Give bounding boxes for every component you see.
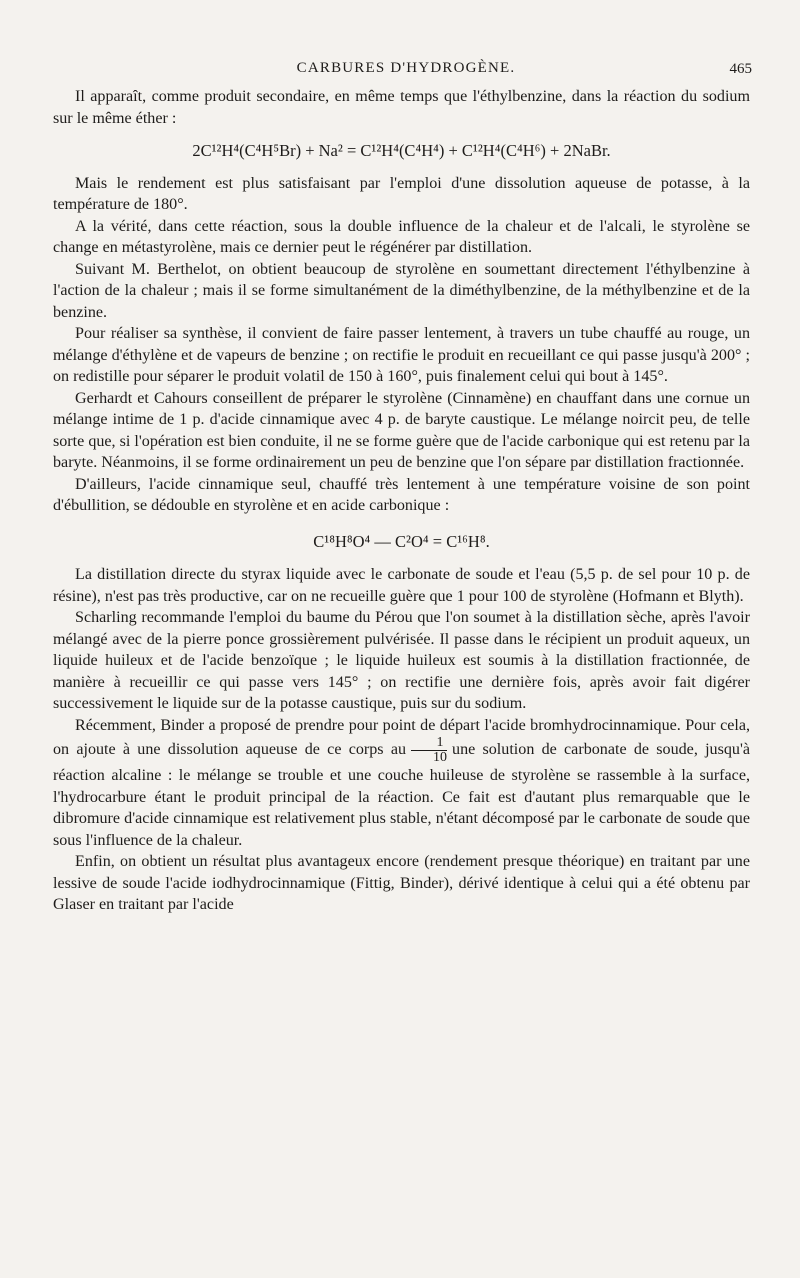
paragraph: Pour réaliser sa synthèse, il convient de faire passer lentement, à travers un tube chauffé au rouge, un mélange d'éthylène et de vapeurs de benzine ; on rectifie le produit en recueillant ce qui passe jusqu'à 200° ; on redistille pour séparer le produit volatil de 150 à 160°, puis finalement celui qui bout à 145°. (53, 325, 750, 385)
paragraph: La distillation directe du styrax liquide avec le carbonate de soude et l'eau (5,5 p. de sel pour 10 p. de résine), n'est pas très productive, car on ne recueille guère que 1 pour 100 de styrolène (Hofmann et Blyth). (53, 566, 750, 605)
page-number: 465 (729, 61, 752, 77)
paragraph-text: une solution de carbonate de soude, jusqu'à réaction alcaline : le mélange se trouble et une couche huileuse de styrolène se rassemble à la surface, l'hydrocarbure étant le produit principal de la réaction. Ce fait est d'autant plus remarquable que le dibromure d'acide cinnamique est relativement plus stable, n'étant décomposé par le carbonate de soude que sous l'influence de la chaleur. (53, 741, 751, 849)
page-body (53, 86, 750, 916)
paragraph: D'ailleurs, l'acide cinnamique seul, chauffé très lentement à une température voisine de son point d'ébullition, se dédouble en styrolène et en acide carbonique : (53, 475, 750, 514)
running-title: CARBURES D'HYDROGÈNE. (296, 60, 516, 76)
paragraph: Suivant M. Berthelot, on obtient beaucoup de styrolène en soumettant directement l'éthylbenzine à l'action de la chaleur ; mais il se forme simultanément de la diméthylbenzine, de la méthylbenzine et de la benzine. (53, 260, 750, 321)
chemical-equation: C¹⁸H⁸O⁴ — C²O⁴ = C¹⁶H⁸. (313, 531, 490, 551)
paragraph: Gerhardt et Cahours conseillent de préparer le styrolène (Cinnamène) en chauffant dans une cornue un mélange intime de 1 p. d'acide cinnamique avec 4 p. de baryte caustique. Le mélange noircit peu, de telle sorte que, si l'opération est bien conduite, il ne se forme guère que de l'acide carbonique qui est retenu par la baryte. Néanmoins, il se forme ordinairement un peu de benzine que l'on sépare par distillation fractionnée. (53, 389, 750, 471)
fraction (411, 736, 447, 765)
paragraph: A la vérité, dans cette réaction, sous la double influence de la chaleur et de l'alcali, le styrolène se change en métastyrolène, mais ce dernier peut le régénérer par distillation. (53, 217, 750, 256)
paragraph-text: Récemment, Binder a proposé de prendre pour point de départ l'acide bromhydrocinnamique. Pour cela, on ajoute à une dissolution aqueuse de ce corps au (53, 716, 750, 759)
paragraph: Mais le rendement est plus satisfaisant par l'emploi d'une dissolution aqueuse de potasse, à la température de 180°. (53, 174, 750, 213)
page-header (60, 60, 752, 82)
paragraph (53, 715, 750, 852)
paragraph: Il apparaît, comme produit secondaire, en même temps que l'éthylbenzine, dans la réaction du sodium sur le même éther : (53, 88, 750, 127)
paragraph: Scharling recommande l'emploi du baume du Pérou que l'on soumet à la distillation sèche, après l'avoir mélangé avec de la pierre ponce grossièrement pulvérisée. Il passe dans le récipient un produit aqueux, un liquide huileux et de l'acide benzoïque ; le liquide huileux est soumis à la distillation fractionnée, de manière à recueillir ce qui passe vers 145° ; on rectifie une dernière fois, après avoir fait digérer successivement le liquide sur de la potasse caustique, puis sur du sodium. (53, 609, 750, 712)
fraction-denominator: 10 (411, 750, 447, 765)
paragraph: Enfin, on obtient un résultat plus avantageux encore (rendement presque théorique) en traitant par une lessive de soude l'acide iodhydrocinnamique (Fittig, Binder), dérivé identique à celui qui a été obtenu par Glaser en traitant par l'acide (53, 853, 750, 913)
chemical-equation: 2C¹²H⁴(C⁴H⁵Br) + Na² = C¹²H⁴(C⁴H⁴) + C¹²H⁴(C⁴H⁶) + 2NaBr. (192, 141, 611, 160)
fraction-numerator: 1 (436, 735, 444, 750)
